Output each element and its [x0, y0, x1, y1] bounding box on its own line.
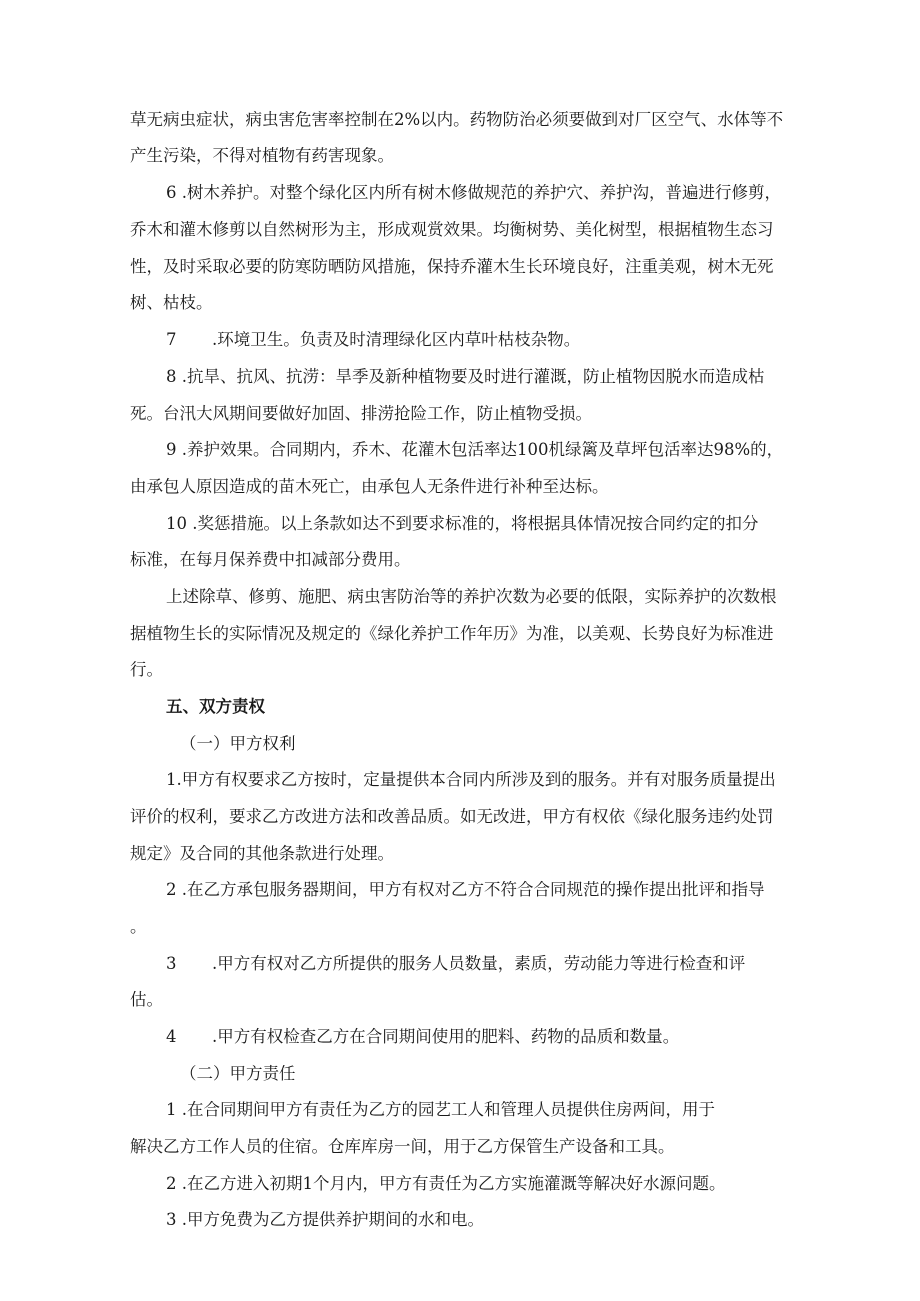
right-3-line: 估。	[130, 990, 163, 1009]
item-8-line: 死。台汛大风期间要做好加固、排涝抢险工作，防止植物受损。	[130, 404, 592, 423]
item-6-line: 乔木和灌木修剪以自然树形为主，形成观赏效果。均衡树势、美化树型，根据植物生态习	[130, 220, 774, 239]
item-6-line: 树、枯枝。	[130, 293, 213, 312]
section-heading: 五、双方责权	[166, 697, 265, 716]
note-line: 行。	[130, 660, 163, 679]
item-9-line: 由承包人原因造成的苗木死亡，由承包人无条件进行补种至达标。	[130, 477, 609, 496]
right-1-line: 评价的权利，要求乙方改进方法和改善品质。如无改进，甲方有权依《绿化服务违约处罚	[130, 807, 774, 826]
right-1-line: 规定》及合同的其他条款进行处理。	[130, 844, 394, 863]
subsection-heading: （一）甲方权利	[180, 734, 296, 753]
note-line: 据植物生长的实际情况及规定的《绿化养护工作年历》为准，以美观、长势良好为标准进	[130, 624, 774, 643]
item-9-line: 9 .养护效果。合同期内，乔木、花灌木包活率达100机绿篱及草坪包活率达98%的，	[166, 440, 784, 459]
right-1-line: 1.甲方有权要求乙方按时，定量提供本合同内所涉及到的服务。并有对服务质量提出	[166, 770, 776, 789]
paragraph-line: 草无病虫症状，病虫害危害率控制在2%以内。药物防治必须要做到对厂区空气、水体等不	[130, 110, 784, 129]
right-4-text: .甲方有权检查乙方在合同期间使用的肥料、药物的品质和数量。	[212, 1027, 680, 1046]
item-6-line: 6 .树木养护。对整个绿化区内所有树木修做规范的养护穴、养护沟，普遍进行修剪，	[166, 183, 781, 202]
item-6-line: 性，及时采取必要的防寒防晒防风措施，保持乔灌木生长环境良好，注重美观，树木无死	[130, 257, 774, 276]
subsection-heading: （二）甲方责任	[180, 1064, 296, 1083]
item-10-line: 标准，在每月保养费中扣减部分费用。	[130, 550, 411, 569]
duty-1-line: 解决乙方工作人员的住宿。仓库库房一间，用于乙方保管生产设备和工具。	[130, 1137, 675, 1156]
right-2-line: 。	[130, 917, 147, 936]
right-4-number: 4	[166, 1027, 177, 1046]
item-8-line: 8 .抗旱、抗风、抗涝：旱季及新种植物要及时进行灌溉，防止植物因脱水而造成枯	[166, 367, 765, 386]
note-line: 上述除草、修剪、施肥、病虫害防治等的养护次数为必要的低限，实际养护的次数根	[166, 587, 777, 606]
paragraph-line: 产生污染，不得对植物有药害现象。	[130, 146, 394, 165]
item-10-line: 10 .奖惩措施。以上条款如达不到要求标准的，将根据具体情况按合同约定的扣分	[166, 514, 759, 533]
right-3-text: .甲方有权对乙方所提供的服务人员数量，素质，劳动能力等进行检查和评	[212, 954, 746, 973]
duty-1-line: 1 .在合同期间甲方有责任为乙方的园艺工人和管理人员提供住房两间，用于	[166, 1100, 715, 1119]
item-7-number: 7	[166, 330, 177, 349]
item-7-text: .环境卫生。负责及时清理绿化区内草叶枯枝杂物。	[212, 330, 581, 349]
right-2-line: 2 .在乙方承包服务器期间，甲方有权对乙方不符合合同规范的操作提出批评和指导	[166, 880, 765, 899]
right-3-number: 3	[166, 954, 177, 973]
duty-3-line: 3 .甲方免费为乙方提供养护期间的水和电。	[166, 1210, 484, 1229]
duty-2-line: 2 .在乙方进入初期1个月内，甲方有责任为乙方实施灌溉等解决好水源问题。	[166, 1174, 726, 1193]
